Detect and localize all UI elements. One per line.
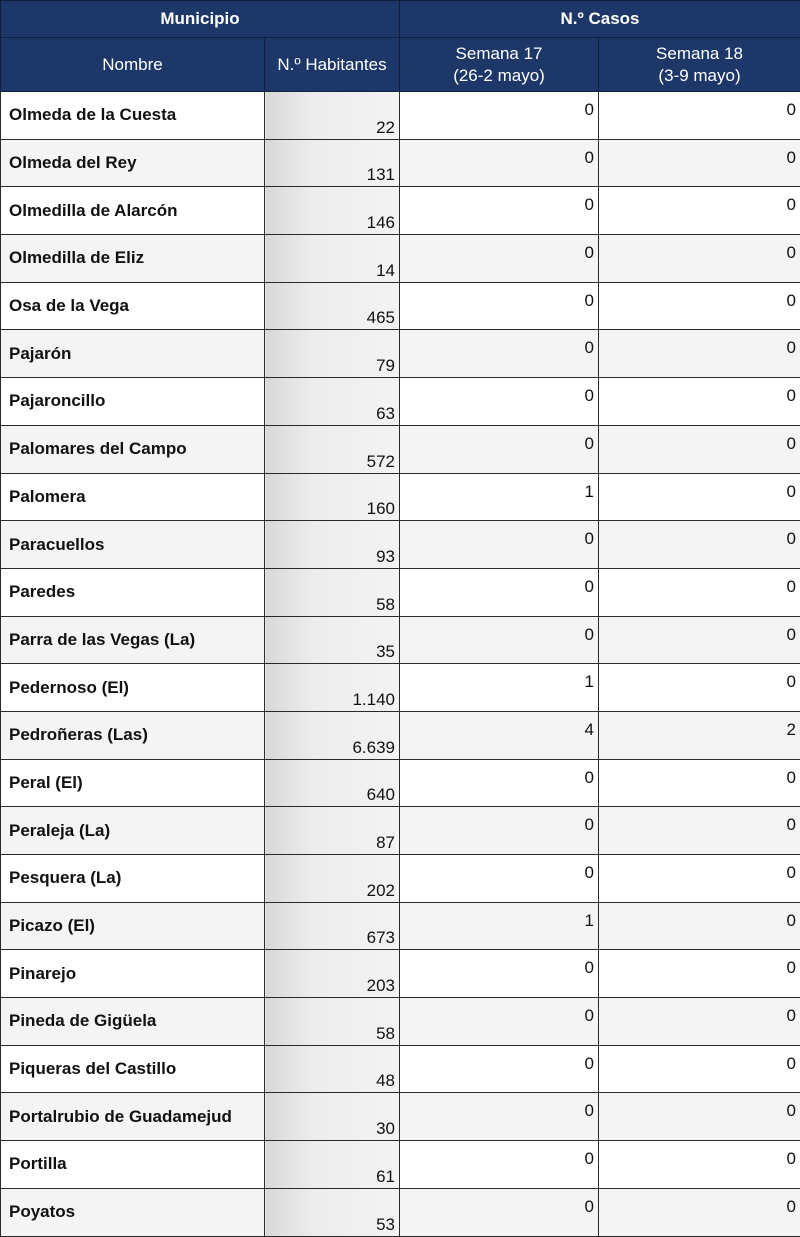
municipio-name: Paredes [1, 568, 265, 616]
municipio-name: Osa de la Vega [1, 282, 265, 330]
table-row [1, 235, 800, 283]
semana17-value: 0 [400, 1141, 599, 1189]
table-row [1, 1141, 800, 1189]
semana17-value: 0 [400, 855, 599, 903]
nombre-header: Nombre [1, 38, 265, 92]
semana17-range: (26-2 mayo) [453, 66, 545, 85]
semana17-value: 0 [400, 616, 599, 664]
municipio-name: Olmedilla de Alarcón [1, 187, 265, 235]
table-row [1, 759, 800, 807]
semana18-value: 0 [599, 807, 800, 855]
table-row [1, 425, 800, 473]
municipio-name: Portilla [1, 1141, 265, 1189]
semana18-value: 0 [599, 378, 800, 426]
municipio-name: Pajaroncillo [1, 378, 265, 426]
table-row [1, 473, 800, 521]
semana17-value: 1 [400, 902, 599, 950]
semana17-value: 0 [400, 807, 599, 855]
municipio-name: Pesquera (La) [1, 855, 265, 903]
habitantes-value: 53 [265, 1188, 400, 1236]
casos-header: N.º Casos [400, 1, 800, 38]
semana17-value: 0 [400, 235, 599, 283]
municipio-name: Paracuellos [1, 521, 265, 569]
semana18-header [599, 38, 800, 92]
table-row [1, 998, 800, 1046]
municipio-name: Peraleja (La) [1, 807, 265, 855]
semana18-value: 0 [599, 521, 800, 569]
semana17-value: 0 [400, 759, 599, 807]
semana17-value: 0 [400, 568, 599, 616]
semana18-value: 0 [599, 568, 800, 616]
semana17-header [400, 38, 599, 92]
semana17-value: 0 [400, 1045, 599, 1093]
semana17-value: 0 [400, 282, 599, 330]
habitantes-value: 30 [265, 1093, 400, 1141]
semana17-value: 0 [400, 1093, 599, 1141]
municipio-name: Pineda de Gigüela [1, 998, 265, 1046]
semana18-value: 0 [599, 616, 800, 664]
table-row [1, 187, 800, 235]
habitantes-value: 146 [265, 187, 400, 235]
table-row [1, 616, 800, 664]
semana18-value: 0 [599, 855, 800, 903]
habitantes-value: 87 [265, 807, 400, 855]
municipio-name: Pedroñeras (Las) [1, 711, 265, 759]
habitantes-value: 35 [265, 616, 400, 664]
semana18-value: 0 [599, 235, 800, 283]
habitantes-value: 572 [265, 425, 400, 473]
table-row [1, 664, 800, 712]
habitantes-value: 61 [265, 1141, 400, 1189]
semana18-value: 0 [599, 1188, 800, 1236]
semana18-range: (3-9 mayo) [658, 66, 740, 85]
semana17-value: 1 [400, 664, 599, 712]
semana18-value: 0 [599, 1045, 800, 1093]
municipio-name: Poyatos [1, 1188, 265, 1236]
habitantes-value: 48 [265, 1045, 400, 1093]
habitantes-value: 63 [265, 378, 400, 426]
semana17-value: 0 [400, 521, 599, 569]
semana17-value: 0 [400, 378, 599, 426]
habitantes-value: 673 [265, 902, 400, 950]
table-row [1, 378, 800, 426]
municipio-name: Olmeda del Rey [1, 139, 265, 187]
habitantes-value: 58 [265, 998, 400, 1046]
semana17-title: Semana 17 [456, 44, 543, 63]
semana17-value: 0 [400, 330, 599, 378]
semana18-value: 0 [599, 1141, 800, 1189]
semana18-value: 0 [599, 282, 800, 330]
habitantes-value: 14 [265, 235, 400, 283]
semana17-value: 4 [400, 711, 599, 759]
habitantes-value: 131 [265, 139, 400, 187]
semana18-value: 0 [599, 425, 800, 473]
semana18-value: 0 [599, 664, 800, 712]
table-row [1, 92, 800, 140]
semana18-title: Semana 18 [656, 44, 743, 63]
semana17-value: 0 [400, 92, 599, 140]
municipio-name: Parra de las Vegas (La) [1, 616, 265, 664]
semana18-value: 0 [599, 759, 800, 807]
habitantes-value: 160 [265, 473, 400, 521]
semana18-value: 0 [599, 902, 800, 950]
table-row [1, 282, 800, 330]
municipio-name: Piqueras del Castillo [1, 1045, 265, 1093]
habitantes-value: 202 [265, 855, 400, 903]
semana18-value: 2 [599, 711, 800, 759]
municipio-name: Pinarejo [1, 950, 265, 998]
habitantes-value: 6.639 [265, 711, 400, 759]
table-row [1, 855, 800, 903]
habitantes-value: 79 [265, 330, 400, 378]
municipio-name: Palomares del Campo [1, 425, 265, 473]
semana17-value: 0 [400, 998, 599, 1046]
municipio-name: Palomera [1, 473, 265, 521]
semana18-value: 0 [599, 139, 800, 187]
semana18-value: 0 [599, 187, 800, 235]
semana17-value: 0 [400, 139, 599, 187]
habitantes-value: 93 [265, 521, 400, 569]
habitantes-value: 465 [265, 282, 400, 330]
semana18-value: 0 [599, 330, 800, 378]
table-row [1, 1045, 800, 1093]
municipio-name: Olmeda de la Cuesta [1, 92, 265, 140]
table-row [1, 521, 800, 569]
municipio-name: Picazo (El) [1, 902, 265, 950]
table-row [1, 950, 800, 998]
habitantes-value: 58 [265, 568, 400, 616]
municipio-header: Municipio [1, 1, 400, 38]
municipio-name: Olmedilla de Eliz [1, 235, 265, 283]
semana17-value: 0 [400, 425, 599, 473]
habitantes-value: 22 [265, 92, 400, 140]
municipio-name: Portalrubio de Guadamejud [1, 1093, 265, 1141]
table-row [1, 568, 800, 616]
semana17-value: 0 [400, 1188, 599, 1236]
semana18-value: 0 [599, 950, 800, 998]
table-row [1, 807, 800, 855]
table-row [1, 330, 800, 378]
table-row [1, 1093, 800, 1141]
semana18-value: 0 [599, 1093, 800, 1141]
semana17-value: 0 [400, 950, 599, 998]
table-row [1, 139, 800, 187]
semana17-value: 1 [400, 473, 599, 521]
table-row [1, 1188, 800, 1236]
municipio-name: Peral (El) [1, 759, 265, 807]
habitantes-value: 640 [265, 759, 400, 807]
municipio-name: Pajarón [1, 330, 265, 378]
table-row [1, 902, 800, 950]
semana18-value: 0 [599, 998, 800, 1046]
habitantes-value: 203 [265, 950, 400, 998]
table-body [1, 92, 800, 1237]
semana18-value: 0 [599, 473, 800, 521]
habitantes-header: N.º Habitantes [265, 38, 400, 92]
habitantes-value: 1.140 [265, 664, 400, 712]
semana18-value: 0 [599, 92, 800, 140]
semana17-value: 0 [400, 187, 599, 235]
table-row [1, 711, 800, 759]
municipio-name: Pedernoso (El) [1, 664, 265, 712]
